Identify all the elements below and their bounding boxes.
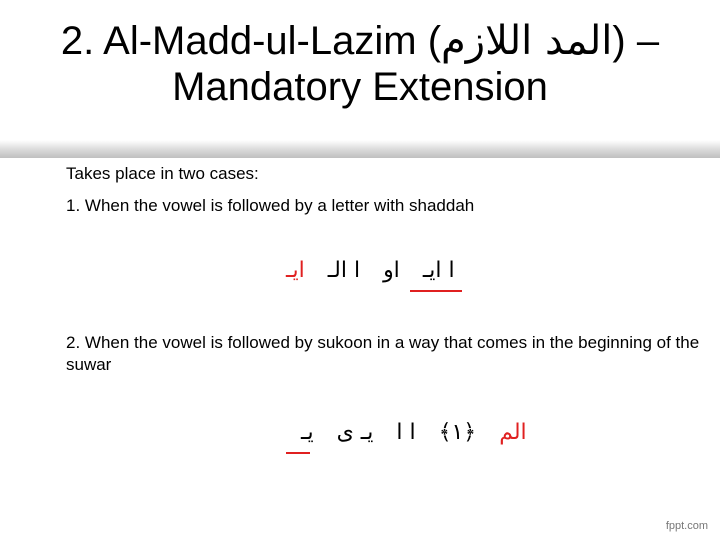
- example1-row: [270, 258, 455, 283]
- case1-text: 1. When the vowel is followed by a letter with shaddah: [66, 196, 475, 215]
- slide-title: [0, 18, 720, 110]
- title-suffix: ) –: [612, 19, 660, 63]
- example1-word-1: ا ايـ: [422, 258, 455, 283]
- title-divider-band: [0, 140, 720, 158]
- title-area: [0, 0, 720, 155]
- title-arabic: المد اللازم: [441, 18, 613, 64]
- example1-underline: [410, 290, 462, 292]
- example2-underline: [286, 452, 310, 454]
- example1-word-2: او: [383, 258, 400, 283]
- example2-row: [285, 420, 527, 445]
- intro-text: Takes place in two cases:: [66, 164, 259, 183]
- example2-word-2: ﴿١﴾: [438, 420, 477, 445]
- title-prefix: 2. Al-Madd-ul-Lazim (: [60, 19, 442, 63]
- title-line2: Mandatory Extension: [172, 65, 548, 109]
- example2-word-3: ا ا: [396, 420, 416, 445]
- case2-text: 2. When the vowel is followed by sukoon in a way that comes in the beginning of the suwar: [66, 333, 700, 374]
- example2-word-1: الم: [499, 420, 527, 445]
- slide-body: [0, 158, 720, 540]
- example1-word-3: ا الـ: [327, 258, 361, 283]
- example1-word-4: ايـ: [286, 258, 305, 283]
- example2-word-4: يـ ى: [336, 420, 374, 445]
- footer-brand: fppt.com: [665, 520, 708, 532]
- example2-word-5: يـ: [301, 420, 314, 445]
